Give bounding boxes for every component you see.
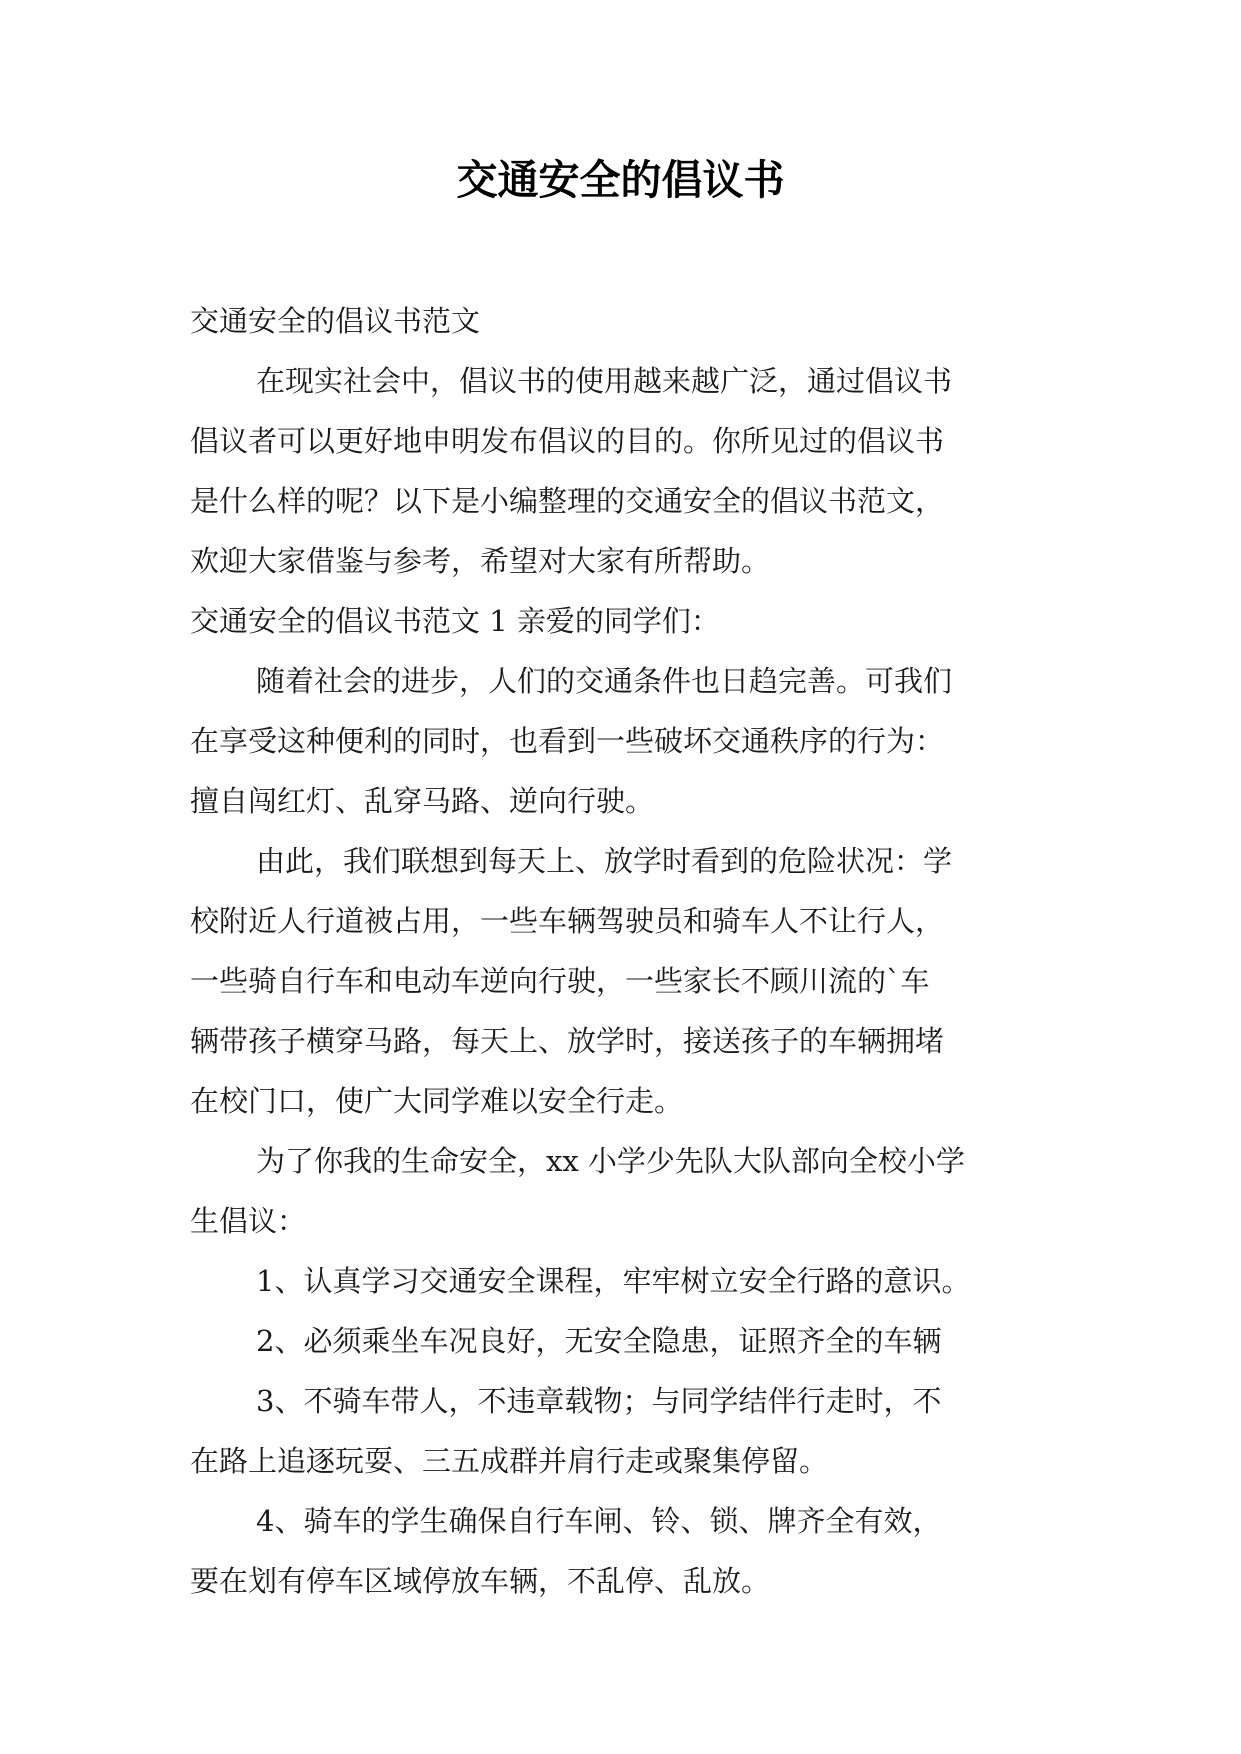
document-body [190,291,1065,1611]
list-item: 1、认真学习交通安全课程，牢牢树立安全行路的意识。 [256,1264,971,1298]
text-line: 欢迎大家借鉴与参考，希望对大家有所帮助。 [190,544,771,578]
document-title: 交通安全的倡议书 [456,156,785,204]
text-line: 由此，我们联想到每天上、放学时看到的危险状况：学 [256,844,953,878]
list-item: 3、不骑车带人，不违章载物；与同学结伴行走时，不 [256,1384,942,1418]
list-item: 2、必须乘坐车况良好，无安全隐患，证照齐全的车辆 [256,1324,942,1358]
text-line: 倡议者可以更好地申明发布倡议的目的。你所见过的倡议书 [190,424,945,458]
text-line: 在现实社会中，倡议书的使用越来越广泛，通过倡议书 [256,364,953,398]
text-line: 辆带孩子横穿马路，每天上、放学时，接送孩子的车辆拥堵 [190,1024,945,1058]
list-item: 4、骑车的学生确保自行车闸、铃、锁、牌齐全有效， [256,1504,942,1538]
text-line: 是什么样的呢？以下是小编整理的交通安全的倡议书范文， [190,484,945,518]
text-line: 在享受这种便利的同时，也看到一些破坏交通秩序的行为： [190,724,945,758]
section-heading: 交通安全的倡议书范文 1 亲爱的同学们： [190,604,720,638]
text-line: 随着社会的进步，人们的交通条件也日趋完善。可我们 [256,664,953,698]
text-line: 擅自闯红灯、乱穿马路、逆向行驶。 [190,784,655,818]
text-line: 在路上追逐玩耍、三五成群并肩行走或聚集停留。 [190,1444,829,1478]
text-line: 校附近人行道被占用，一些车辆驾驶员和骑车人不让行人， [190,904,945,938]
text-line: 为了你我的生命安全，xx 小学少先队大队部向全校小学 [256,1144,965,1178]
text-line: 要在划有停车区域停放车辆，不乱停、乱放。 [190,1564,771,1598]
document-subtitle: 交通安全的倡议书范文 [190,304,481,338]
text-line: 一些骑自行车和电动车逆向行驶，一些家长不顾川流的`车 [190,964,930,998]
text-line: 在校门口，使广大同学难以安全行走。 [190,1084,684,1118]
text-line: 生倡议： [190,1204,307,1238]
